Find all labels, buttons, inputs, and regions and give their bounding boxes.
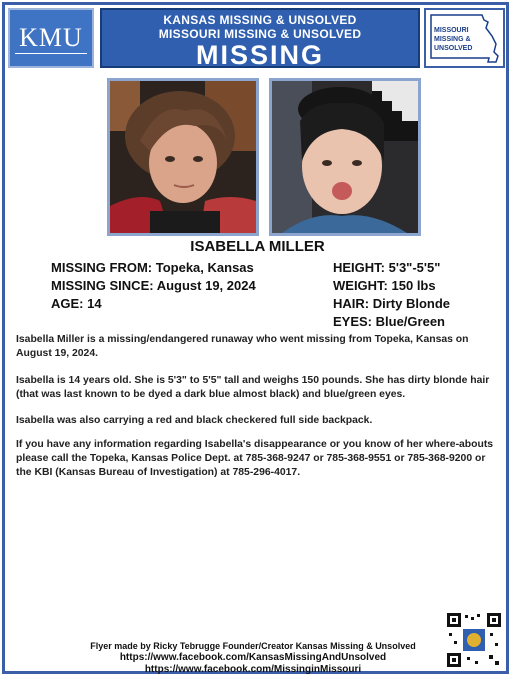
kmu-logo [8, 8, 94, 68]
banner-kansas-line: KANSAS MISSING & UNSOLVED [163, 13, 357, 27]
photo-left [107, 78, 259, 236]
detail-missing-from: MISSING FROM: Topeka, Kansas [51, 260, 254, 275]
missouri-logo-text: MISSOURI MISSING & UNSOLVED [434, 27, 473, 52]
detail-eyes: EYES: Blue/Green [333, 314, 445, 329]
paragraph-contact: If you have any information regarding Isabella's disappearance or you know of her where-abouts please call the Topeka, Kansas Police Dept. at 785-368-9247 or 785-368-9551 or 785-368-9200 or the KBI (Kansas Bureau of Investigation) at 785-296-4017. [16, 439, 494, 478]
portrait-photo-2 [272, 81, 418, 233]
details-right [333, 259, 450, 331]
missing-person-name: ISABELLA MILLER [190, 238, 325, 255]
paragraph-summary: Isabella Miller is a missing/endangered runaway who went missing from Topeka, Kansas on August 19, 2024. [16, 334, 469, 359]
qr-code[interactable] [445, 611, 503, 669]
footer-credit: Flyer made by Ricky Tebrugge Founder/Creator Kansas Missing & Unsolved [90, 641, 416, 651]
detail-height: HEIGHT: 5'3"-5'5" [333, 260, 441, 275]
footer-link-kansas[interactable]: https://www.facebook.com/KansasMissingAndUnsolved [119, 652, 387, 663]
flyer-footer [68, 640, 438, 676]
qr-code-icon [445, 611, 503, 669]
details-left [51, 259, 256, 313]
missouri-logo [424, 8, 505, 68]
detail-weight: WEIGHT: 150 lbs [333, 278, 436, 293]
flyer-header [8, 8, 505, 70]
missing-banner [100, 8, 420, 68]
banner-missing-title: MISSING [195, 40, 324, 70]
kmu-logo-text: KMU [15, 23, 87, 54]
detail-missing-since: MISSING SINCE: August 19, 2024 [51, 278, 256, 293]
portrait-photo-1 [110, 81, 256, 233]
banner-missouri-line: MISSOURI MISSING & UNSOLVED [158, 27, 362, 41]
photo-right [269, 78, 421, 236]
footer-link-missouri[interactable]: https://www.facebook.com/MissinginMissouri [144, 664, 362, 675]
detail-age: AGE: 14 [51, 296, 102, 311]
paragraph-backpack: Isabella was also carrying a red and black checkered full side backpack. [16, 415, 373, 426]
paragraph-description: Isabella is 14 years old. She is 5'3" to 5'5" tall and weighs 150 pounds. She has dirty blonde hair (that was last known to be dyed a dark blue almost black) and blue/green eyes. [16, 375, 490, 400]
detail-hair: HAIR: Dirty Blonde [333, 296, 451, 311]
